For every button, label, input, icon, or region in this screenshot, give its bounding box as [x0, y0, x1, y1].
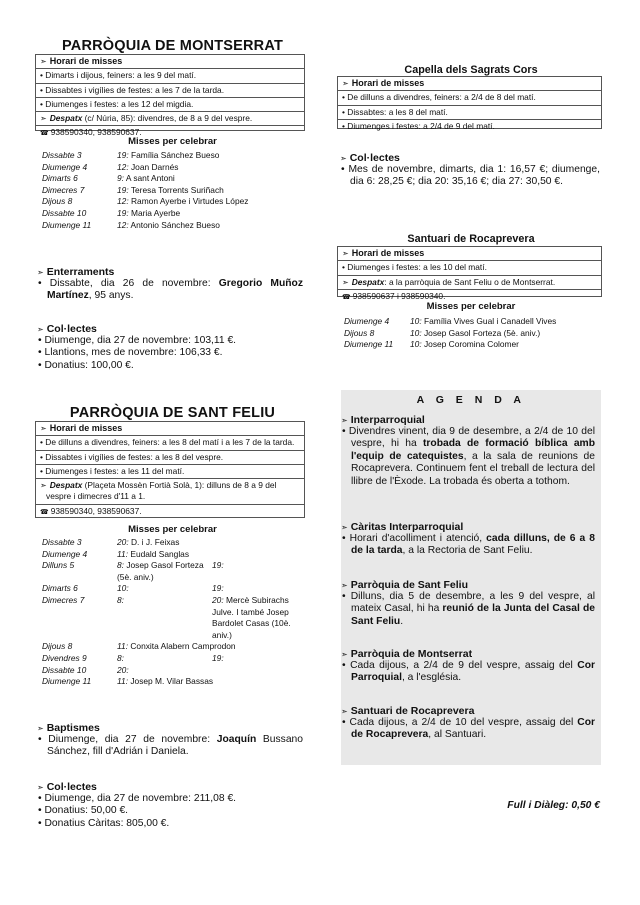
arrow-icon: ➣	[341, 523, 348, 532]
bullet-icon: •	[342, 262, 348, 273]
table-row: Diumenge 4 12: Joan Darnés	[42, 161, 179, 172]
hours-row: • Dissabtes: a les 8 del matí.	[338, 106, 601, 120]
bullet-icon: •	[40, 451, 46, 462]
table-row: Dimecres 7 8: 20: Mercè Subirachs Julve. I també Josep Bardolet Casas (10è. aniv.)	[42, 594, 291, 640]
montserrat-hours-header: ➣ Horari de misses	[36, 55, 304, 69]
phone-row: ☎ 938590340, 938590637.	[40, 127, 142, 138]
rocaprevera-title: Santuari de Rocaprevera	[407, 233, 535, 245]
bullet-icon: •	[342, 106, 348, 117]
arrow-icon: ➣	[37, 325, 44, 334]
table-row: Dissabte 10 20:	[42, 664, 129, 675]
list-item: • Llantions, mes de novembre: 106,33 €.	[38, 347, 223, 359]
hours-row: • Diumenges i festes: a les 10 del matí.	[338, 261, 601, 275]
agenda-heading: ➣ Càritas Interparroquial	[341, 521, 464, 533]
list-item: • Dissabte, dia 26 de novembre: Gregorio Muñoz Martínez, 95 anys.	[38, 278, 303, 302]
list-item: • Mes de novembre, dimarts, dia 1: 16,57 €; diumenge, dia 6: 28,25 €; dia 20: 35,16 €; dia 27: 30,50 €.	[341, 164, 601, 188]
hours-row: • Diumenges i festes: a les 12 del migdia.	[36, 98, 304, 112]
hours-row: • Dimarts i dijous, feiners: a les 9 del matí.	[36, 69, 304, 83]
table-row: Diumenge 11 10: Josep Coromina Colomer	[344, 339, 519, 350]
montserrat-title: PARRÒQUIA DE MONTSERRAT	[61, 38, 284, 54]
bullet-icon: •	[342, 120, 348, 131]
list-item: • Diumenge, dia 27 de novembre: 211,08 €.	[38, 793, 237, 804]
list-item: • Diumenge, dia 27 de novembre: Joaquín Bussano Sánchez, fill d'Adrián i Daniela.	[38, 734, 303, 758]
hours-row: • Diumenges i festes: a 2/4 de 9 del matí.	[342, 120, 495, 131]
footer-price: Full i Diàleg: 0,50 €	[507, 800, 600, 811]
table-row: Dijous 8 12: Ramon Ayerbe i Virtudes López	[42, 196, 249, 207]
capella-hours-box	[337, 76, 602, 129]
agenda-caritas	[341, 521, 595, 558]
bullet-icon: •	[40, 84, 46, 95]
table-row: Diumenge 11 11: Josep M. Vilar Bassas	[42, 676, 214, 687]
santfeliu-title: PARRÒQUIA DE SANT FELIU	[69, 405, 276, 421]
arrow-icon: ➣	[341, 416, 348, 425]
table-row: Diumenge 11 12: Antonio Sánchez Bueso	[42, 219, 220, 230]
arrow-icon: ➣	[40, 57, 47, 66]
bullet-icon: •	[40, 465, 46, 476]
baptisms-heading: ➣ Baptismes	[37, 722, 100, 734]
phone-icon: ☎	[342, 293, 351, 301]
montserrat-burials	[37, 266, 303, 303]
rocaprevera-hours-header: ➣ Horari de misses	[338, 247, 601, 261]
arrow-icon: ➣	[37, 783, 44, 792]
list-item: • Dilluns, dia 5 de desembre, a les 9 del vespre, al mateix Casal, hi ha reunió de la Junta del Casal de Sant Feliu.	[342, 591, 596, 627]
capella-hours-header: ➣ Horari de misses	[338, 77, 601, 91]
table-row: Dijous 8 11: Conxita Alabern Camprodon	[42, 641, 236, 652]
table-row: Dimarts 6 9: A sant Antoni	[42, 173, 175, 184]
arrow-icon: ➣	[342, 249, 349, 258]
table-row: Dimecres 7 19: Teresa Torrents Suriñach	[42, 184, 224, 195]
agenda-heading: ➣ Santuari de Rocaprevera	[341, 705, 475, 717]
phone-icon: ☎	[40, 508, 49, 516]
capella-title: Capella dels Sagrats Cors	[404, 64, 538, 76]
capella-collections	[340, 152, 600, 189]
burials-heading: ➣ Enterraments	[37, 266, 115, 278]
arrow-icon: ➣	[341, 707, 348, 716]
collections-heading: ➣ Col·lectes	[37, 781, 97, 793]
montserrat-hours-box	[35, 54, 305, 138]
bullet-icon: •	[40, 70, 46, 81]
despatx-row: ➣ Despatx: a la parròquia de Sant Feliu o de Montserrat.	[338, 276, 601, 290]
santfeliu-hours-header: ➣ Horari de misses	[36, 422, 304, 436]
arrow-icon: ➣	[40, 424, 47, 433]
table-row: Divendres 9 8: 19:	[42, 652, 224, 663]
list-item: • Donatius: 100,00 €.	[38, 359, 134, 371]
list-item: • Donatius Càritas: 805,00 €.	[38, 817, 170, 829]
santfeliu-hours-box	[35, 421, 305, 518]
hours-row: • De dilluns a divendres, feiners: a 2/4 de 8 del matí.	[338, 91, 601, 105]
arrow-icon: ➣	[342, 79, 349, 88]
hours-row: • Diumenges i festes: a les 11 del matí.	[36, 465, 304, 479]
table-row: Dissabte 3 19: Família Sánchez Bueso	[42, 150, 220, 160]
arrow-icon: ➣	[341, 581, 348, 590]
hours-row: • De dilluns a divendres, feiners: a les 8 del matí i a les 7 de la tarda.	[36, 436, 304, 450]
despatx-row: ➣ Despatx (c/ Núria, 85): divendres, de 8 a 9 del vespre.	[36, 112, 304, 126]
agenda-rocaprevera	[341, 705, 595, 742]
arrow-icon: ➣	[340, 154, 347, 163]
santfeliu-collections	[37, 781, 303, 830]
list-item: • Horari d'acolliment i atenció, cada dilluns, de 6 a 8 de la tarda, a la Rectoria de Sant Feliu.	[342, 533, 595, 557]
hours-row: • Dissabtes i vigílies de festes: a les 7 de la tarda.	[36, 84, 304, 98]
list-item: • Donatius: 50,00 €.	[38, 805, 129, 817]
collections-heading: ➣ Col·lectes	[37, 323, 97, 335]
santfeliu-masses-title: Misses per celebrar	[128, 524, 217, 535]
phone-row: ☎ 938590637 i 938590340.	[342, 290, 446, 301]
arrow-icon: ➣	[40, 114, 47, 124]
list-item: • Cada dijous, a 2/4 de 9 del vespre, assaig del Cor Parroquial, a l'església.	[342, 660, 595, 684]
agenda-interparroquial	[341, 414, 595, 488]
bullet-icon: •	[40, 98, 46, 109]
agenda-santfeliu	[341, 579, 595, 628]
phone-row: ☎ 938590340, 938590637.	[40, 505, 142, 516]
table-row: Dimarts 6 10: 19:	[42, 583, 224, 594]
despatx-row: ➣ Despatx (Plaçeta Mossèn Fortià Solà, 1): dilluns de 8 a 9 del vespre i dimecres d'11 a 1.	[36, 479, 304, 505]
table-row: Diumenge 4 11: Eudald Sanglas	[42, 548, 190, 559]
agenda-title: A G E N D A	[416, 394, 526, 406]
agenda-panel	[341, 390, 601, 765]
agenda-heading: ➣ Parròquia de Sant Feliu	[341, 579, 468, 591]
agenda-heading: ➣ Interparroquial	[341, 414, 425, 426]
montserrat-masses-table	[42, 150, 304, 231]
list-item: • Cada dijous, a 2/4 de 10 del vespre, assaig del Cor de Rocaprevera, al Santuari.	[342, 717, 595, 741]
table-row: Dissabte 3 20: D. i J. Feixas	[42, 537, 180, 547]
table-row: Diumenge 4 10: Família Vives Gual i Canadell Vives	[344, 316, 557, 326]
montserrat-masses-title: Misses per celebrar	[128, 136, 217, 147]
agenda-montserrat	[341, 648, 595, 685]
rocaprevera-hours-box	[337, 246, 602, 301]
collections-heading: ➣ Col·lectes	[340, 152, 400, 164]
santfeliu-masses-table	[42, 537, 304, 688]
bullet-icon: •	[40, 437, 46, 448]
montserrat-collections	[37, 323, 303, 372]
rocaprevera-masses-table	[344, 316, 602, 351]
rocaprevera-masses-title: Misses per celebrar	[426, 301, 516, 312]
list-item: • Divendres vinent, dia 9 de desembre, a 2/4 de 10 del vespre, hi ha trobada de formació bíblica amb l'equip de catequistes, a la sala de reunions de Rocaprevera. Continuem fent el treball de lectura del llibre de l'Èxode. La trobada és oberta a tothom.	[342, 426, 595, 487]
list-item: • Diumenge, dia 27 de novembre: 103,11 €.	[38, 335, 237, 346]
table-row: Dijous 8 10: Josep Gasol Forteza (5è. aniv.)	[344, 327, 541, 338]
arrow-icon: ➣	[342, 277, 349, 287]
phone-icon: ☎	[40, 130, 49, 138]
table-row: Dissabte 10 19: Maria Ayerbe	[42, 207, 181, 218]
arrow-icon: ➣	[37, 268, 44, 277]
agenda-heading: ➣ Parròquia de Montserrat	[341, 648, 473, 660]
hours-row: • Dissabtes i vigílies de festes: a les 8 del vespre.	[36, 451, 304, 465]
santfeliu-baptisms	[37, 722, 303, 759]
table-row: Dilluns 5 8: Josep Gasol Forteza (5è. aniv.) 19:	[42, 560, 224, 582]
arrow-icon: ➣	[341, 650, 348, 659]
arrow-icon: ➣	[40, 481, 47, 491]
arrow-icon: ➣	[37, 724, 44, 733]
bullet-icon: •	[342, 92, 348, 103]
